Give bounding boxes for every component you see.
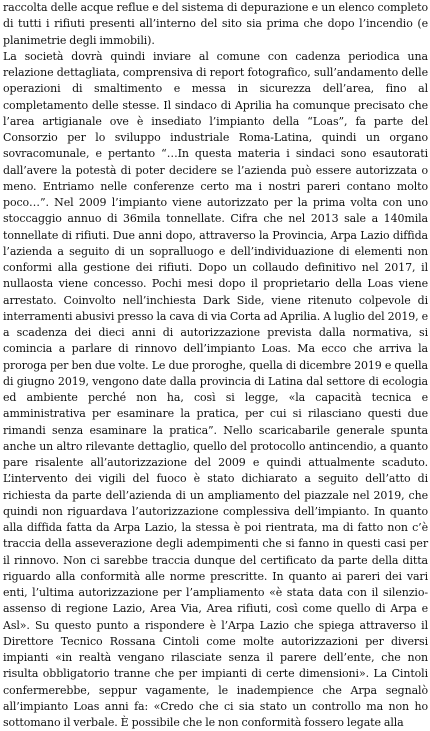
paragraph-intro: raccolta delle acque reflue e del sistema di depurazione e un elenco completo di tutti i rifiuti presenti all’interno del sito sia prima che dopo l’incendio (e planimetrie degli immobili). [3, 1, 428, 47]
paragraph-main: La società dovrà quindi inviare al comune con cadenza periodica una relazione dettagliata, comprensiva di report fotografico, sull’andamento delle operazioni di smaltimento e messa in sicurezza dell’area, fino al completamento delle stesse. Il sindaco di Aprilia ha comunque precisato che l’area artigianale ove è insediato l’impianto della “Loas”, fa parte del Consorzio per lo sviluppo industriale Roma-Latina, quindi un organo sovracomunale, e pertanto “…In questa materia i sindaci sono esautorati dall’avere la potestà di poter decidere se l’azienda può essere autorizzata o meno. Entriamo nelle conferenze certo ma i nostri pareri contano molto poco…”. Nel 2009 l’impianto viene autorizzato per la prima volta con uno stoccaggio annuo di 36mila tonnellate. Cifra che nel 2013 sale a 140mila tonnellate di rifiuti. Due anni dopo, attraverso la Provincia, Arpa Lazio diffida l’azienda a seguito di un sopralluogo e dell’individuazione di elementi non conformi alla gestione dei rifiuti. Dopo un collaudo definitivo nel 2017, il nullaosta viene concesso. Pochi mesi dopo il proprietario della Loas viene arrestato. Coinvolto nell’inchiesta Dark Side, viene ritenuto colpevole di interramenti abusivi presso la cava di via Corta ad Aprilia. A luglio del 2019, e a scadenza dei dieci anni di autorizzazione prevista dalla normativa, si comincia a parlare di rinnovo dell’impianto Loas. Ma ecco che arriva la proroga per ben due volte. Le due proroghe, quella di dicembre 2019 e quella di giugno 2019, vengono date dalla provincia di Latina dal settore di ecologia ed ambiente perché non ha, così si legge, «la capacità tecnica e amministrativa per esaminare la pratica, per cui si rilasciano questi due rimandi senza esaminare la pratica”. Nello scaricabarile generale spunta anche un altro rilevante dettaglio, quello del protocollo antincendio, a quanto pare risalente all’autorizzazione del 2009 e quindi attualmente scaduto. L’intervento dei vigili del fuoco è stato dichiarato a seguito dell’atto di richiesta da parte dell’azienda di un ampliamento del piazzale nel 2019, che quindi non riguardava l’autorizzazione complessiva dell’impianto. In quanto alla diffida fatta da Arpa Lazio, la stessa è poi rientrata, ma di fatto non c’è traccia della asseverazione degli adempimenti che si fanno in questi casi per il rinnovo. Non ci sarebbe traccia dunque del certificato da parte della ditta riguardo alla conformità alle norme prescritte. In quanto ai pareri dei vari enti, l’ultima autorizzazione per l’ampliamento «è stata data con il silenzio-assenso di regione Lazio, Area Via, Area rifiuti, così come quello di Arpa e Asl». Su questo punto a rispondere è l’Arpa Lazio che spiega attraverso il Direttore Tecnico Rossana Cintoli come molte autorizzazioni per diversi impianti «in realtà vengano rilasciate senza il parere dell’ente, che non risulta obbligatorio tranne che per impianti di certe dimensioni». La Cintoli confermerebbe, seppur vagamente, le inadempience che Arpa segnalò all’impianto Loas anni fa: «Credo che ci sia stato un controllo ma non ho sottomano il verbale. È possibile che le non conformità fossero legate alla [3, 49, 428, 729]
